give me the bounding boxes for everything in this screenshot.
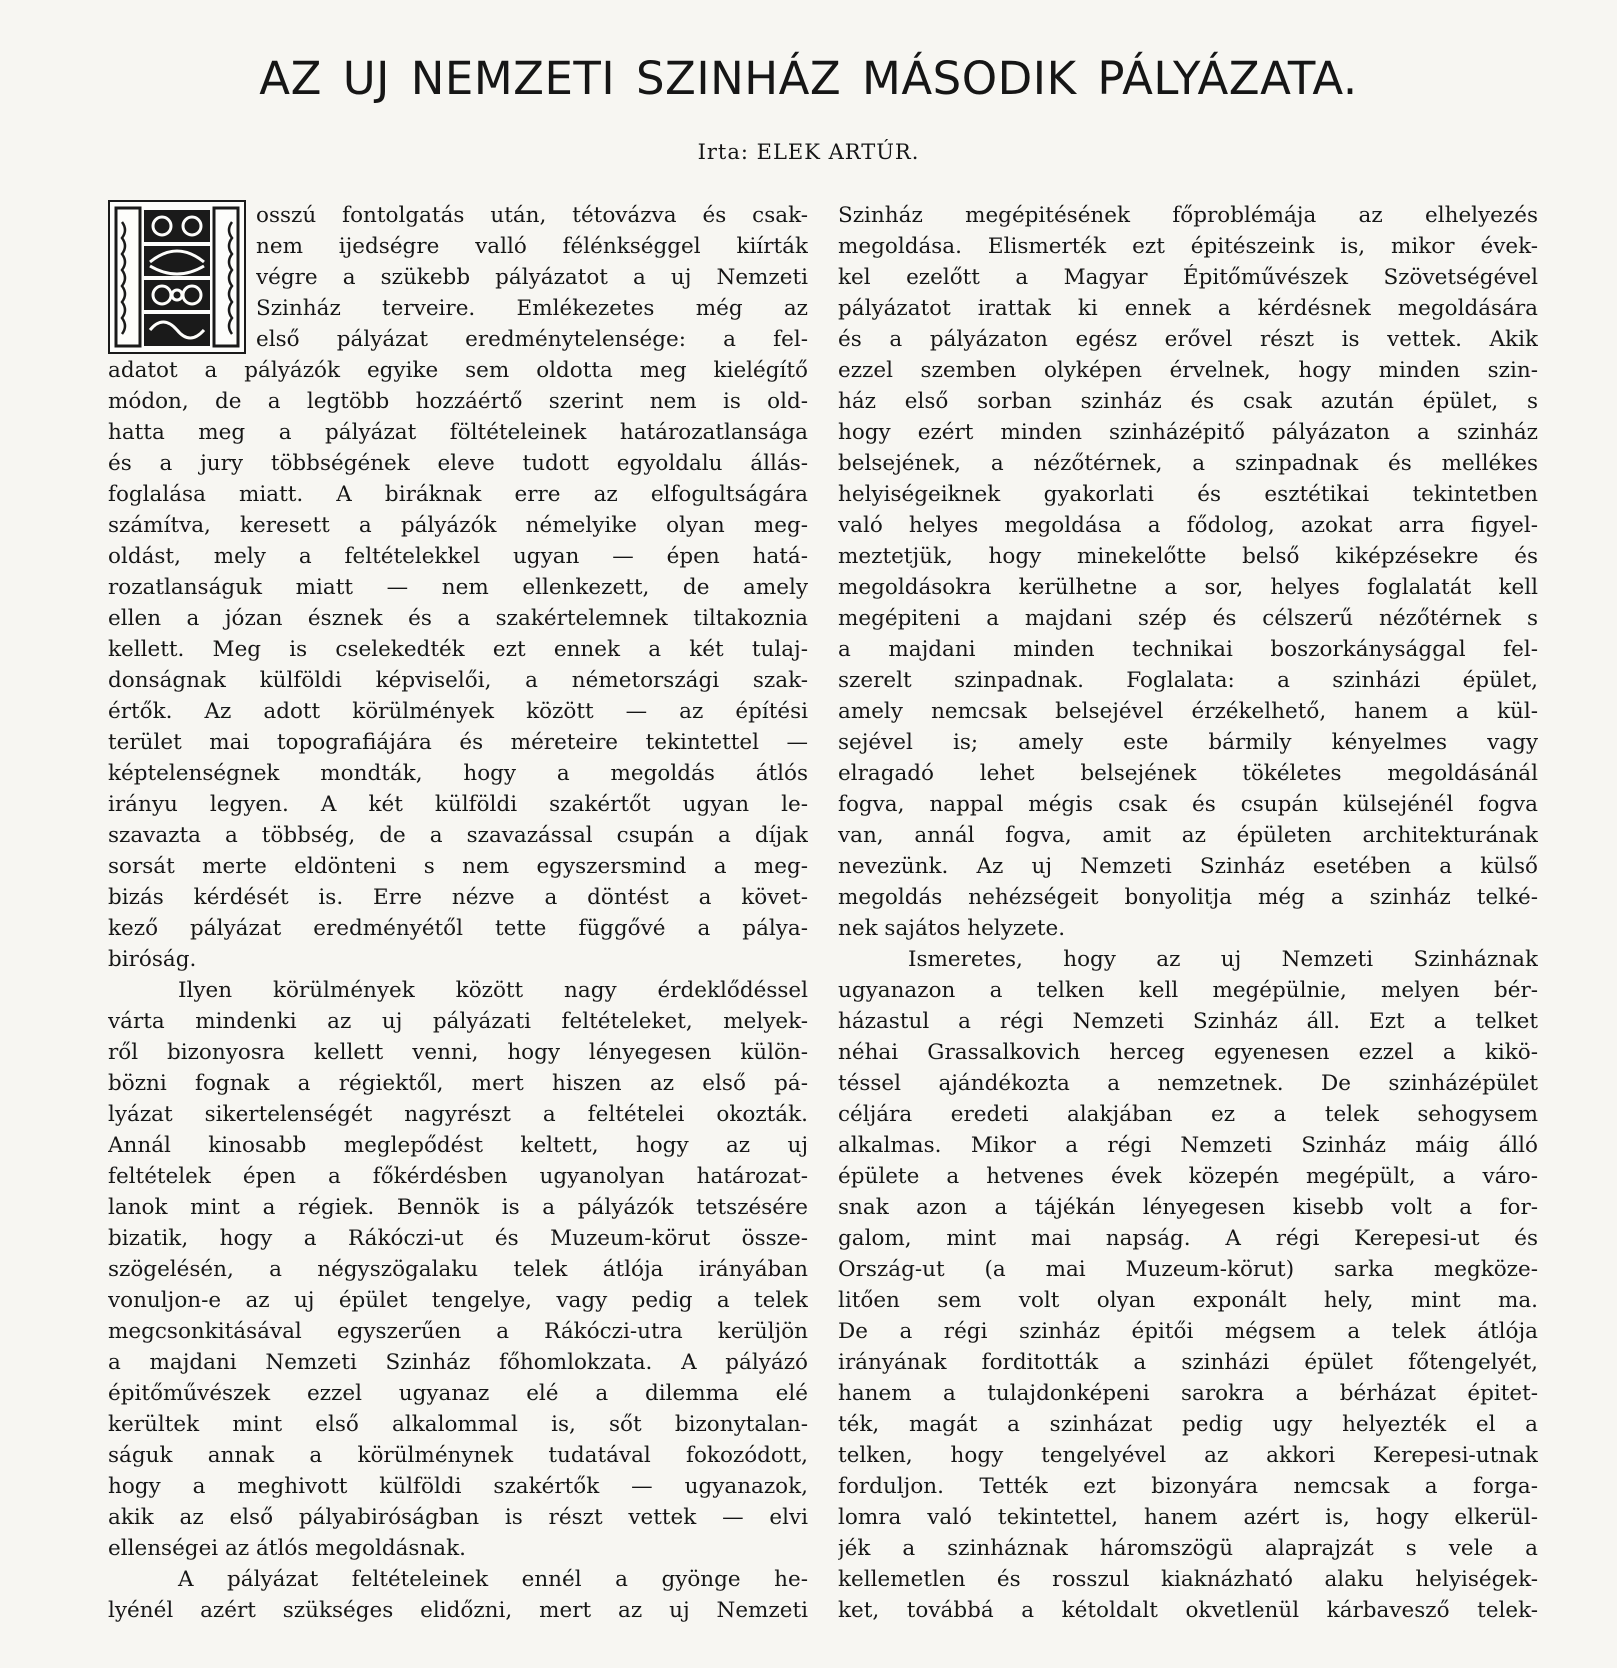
text-line: lanok mint a régiek. Bennök is a pályázók tetszésére [108,1195,808,1220]
text-line: várta mindenki az uj pályázati feltételeket, melyek- [108,1009,808,1034]
text-line: snak azon a tájékán lényegesen kisebb volt a for- [838,1195,1538,1220]
text-line: és a pályázaton egész erővel részt is vettek. Akik [838,327,1538,352]
text-line: Ismeretes, hogy az uj Nemzeti Szinháznak [908,947,1538,972]
text-line: sorsát merte eldönteni s nem egyszersmind a meg- [108,854,808,879]
text-line: szavazta a többség, de a szavazással csupán a díjak [108,823,808,848]
text-line: hogy ezért minden szinházépitő pályázaton a szinház [838,420,1538,445]
article-byline: Irta: ELEK ARTÚR. [697,140,920,164]
text-line: megoldása. Elismerték ezt épitészeink is, mikor évek- [838,234,1538,259]
text-line: ellen a józan észnek és a szakértelemnek tiltakoznia [108,606,808,631]
text-line: nevezünk. Az uj Nemzeti Szinház esetében a külső [838,854,1538,879]
text-line: rozatlanságuk miatt — nem ellenkezett, de amely [108,575,808,600]
text-line: elragadó lehet belsejének tökéletes megoldásánál [838,761,1538,786]
text-line: néhai Grassalkovich herceg egyenesen ezzel a kikö- [838,1040,1538,1065]
text-line: ugyanazon a telken kell megépülnie, melyen bér- [838,978,1538,1003]
text-line: A pályázat feltételeinek ennél a gyönge he- [178,1567,808,1592]
text-line: sejével is; amely este bármily kényelmes vagy [838,730,1538,755]
text-line: kellemetlen és rosszul kiaknázható alaku helyiségek- [838,1567,1538,1592]
text-line: forduljon. Tették ezt bizonyára nemcsak a forga- [838,1474,1538,1499]
text-line: terület mai topografiájára és méreteire tekintettel — [108,730,808,755]
text-line: oldást, mely a feltételekkel ugyan — épen hatá- [108,544,808,569]
text-line: céljára eredeti alakjában ez a telek sehogysem [838,1102,1538,1127]
text-line: megépiteni a majdani szép és célszerű nézőtérnek s [838,606,1538,631]
text-line: Annál kinosabb meglepődést keltett, hogy az uj [108,1133,808,1158]
text-line: kező pályázat eredményétől tette függővé a pálya- [108,916,808,941]
text-line: ről bizonyosra kellett venni, hogy lényegesen külön- [108,1040,808,1065]
text-line: fogva, nappal mégis csak és csupán külsejénél fogva [838,792,1538,817]
text-line: nem ijedségre valló félénkséggel kiírták [256,234,808,259]
text-line: épülete a hetvenes évek közepén megépült, a váro- [838,1164,1538,1189]
text-line: ház első sorban szinház és csak azután épület, s [838,389,1538,414]
text-line: bözni fognak a régiektől, mert hiszen az első pá- [108,1071,808,1096]
text-line: kerültek mint első alkalommal is, sőt bizonytalan- [108,1412,808,1437]
text-line: telken, hogy tengelyével az akkori Kerepesi-utnak [838,1443,1538,1468]
text-line: belsejének, a nézőtérnek, a szinpadnak és mellékes [838,451,1538,476]
text-line: Szinház megépitésének főproblémája az elhelyezés [838,203,1538,228]
text-line: biróság. [108,947,197,972]
text-line: jék a szinháznak háromszögü alaprajzát s vele a [838,1536,1538,1561]
text-line: irányu legyen. A két külföldi szakértőt ugyan le- [108,792,808,817]
ornamental-initial-h-icon [108,200,246,354]
text-line: megcsonkitásával egyszerűen a Rákóczi-utra kerüljön [108,1319,808,1344]
text-line: ságuk annak a körülménynek tudatával fokozódott, [108,1443,808,1468]
text-line: bizás kérdését is. Erre nézve a döntést a követ- [108,885,808,910]
text-line: szögelésén, a négyszögalaku telek átlója irányában [108,1257,808,1282]
text-line: és a jury többségének eleve tudott egyoldalu állás- [108,451,808,476]
text-line: Ország-ut (a mai Muzeum-körut) sarka megköze- [838,1257,1538,1282]
text-line: van, annál fogva, amit az épületen architekturának [838,823,1538,848]
text-line: kellett. Meg is cselekedték ezt ennek a két tulaj- [108,637,808,662]
text-line: megoldásokra kerülhetne a sor, helyes foglalatát kell [838,575,1538,600]
text-line: a majdani minden technikai boszorkánysággal fel- [838,637,1538,662]
text-line: alkalmas. Mikor a régi Nemzeti Szinház máig álló [838,1133,1538,1158]
text-line: téssel ajándékozta a nemzetnek. De szinházépület [838,1071,1538,1096]
text-line: kel ezelőtt a Magyar Épitőművészek Szövetségével [838,265,1538,290]
text-line: De a régi szinház épitői mégsem a telek átlója [838,1319,1538,1344]
right-column [838,200,1538,1626]
text-line: osszú fontolgatás után, tétovázva és csak- [256,203,808,228]
text-line: Szinház terveire. Emlékezetes még az [256,296,808,321]
text-line: litően sem volt olyan exponált hely, mint ma. [838,1288,1538,1313]
text-line: első pályázat eredménytelensége: a fel- [256,327,808,352]
text-line: meztetjük, hogy minekelőtte belső kiképzésekre és [838,544,1538,569]
text-line: számítva, keresett a pályázók némelyike olyan meg- [108,513,808,538]
text-line: pályázatot irattak ki ennek a kérdésnek megoldására [838,296,1538,321]
text-line: képtelenségnek mondták, hogy a megoldás átlós [108,761,808,786]
text-line: galom, mint mai napság. A régi Kerepesi-ut és [838,1226,1538,1251]
text-line: szerelt szinpadnak. Foglalata: a szinházi épület, [838,668,1538,693]
text-line: amely nemcsak belsejével érzékelhető, hanem a kül- [838,699,1538,724]
text-line: hatta meg a pályázat föltételeinek határozatlansága [108,420,808,445]
text-line: lyázat sikertelenségét nagyrészt a feltételei okozták. [108,1102,808,1127]
text-line: Ilyen körülmények között nagy érdeklődéssel [178,978,808,1003]
text-line: ték, magát a szinházat pedig ugy helyezték el a [838,1412,1538,1437]
text-line: hanem a tulajdonképeni sarokra a bérházat épitet- [838,1381,1538,1406]
text-line: hogy a meghivott külföldi szakértők — ugyanazok, [108,1474,808,1499]
text-line: helyiségeiknek gyakorlati és esztétikai tekintetben [838,482,1538,507]
text-line: házastul a régi Nemzeti Szinház áll. Ezt a telket [838,1009,1538,1034]
text-line: adatot a pályázók egyike sem oldotta meg kielégítő [108,358,808,383]
text-line: való helyes megoldása a fődolog, azokat arra figyel- [838,513,1538,538]
text-line: foglalása miatt. A biráknak erre az elfogultságára [108,482,808,507]
left-column [108,200,808,1626]
text-line: akik az első pályabiróságban is részt vettek — elvi [108,1505,808,1530]
text-line: módon, de a legtöbb hozzáértő szerint nem is old- [108,389,808,414]
text-line: ellenségei az átlós megoldásnak. [108,1536,466,1561]
text-line: irányának forditották a szinházi épület főtengelyét, [838,1350,1538,1375]
text-line: lyénél azért szükséges elidőzni, mert az uj Nemzeti [108,1598,808,1623]
text-line: vonuljon-e az uj épület tengelye, vagy pedig a telek [108,1288,808,1313]
article-title: AZ UJ NEMZETI SZINHÁZ MÁSODIK PÁLYÁZATA. [259,52,1358,105]
text-line: bizatik, hogy a Rákóczi-ut és Muzeum-körut össze- [108,1226,808,1251]
text-line: ezzel szemben olyképen érvelnek, hogy minden szin- [838,358,1538,383]
text-line: végre a szükebb pályázatot a uj Nemzeti [256,265,808,290]
text-line: feltételek épen a főkérdésben ugyanolyan határozat- [108,1164,808,1189]
text-line: ket, továbbá a kétoldalt okvetlenül kárbavesző telek- [838,1598,1538,1623]
text-line: donságnak külföldi képviselői, a németországi szak- [108,668,808,693]
text-line: megoldás nehézségeit bonyolitja még a szinház telké- [838,885,1538,910]
text-line: értők. Az adott körülmények között — az építési [108,699,808,724]
text-line: a majdani Nemzeti Szinház főhomlokzata. A pályázó [108,1350,808,1375]
text-line: nek sajátos helyzete. [838,916,1066,941]
text-line: épitőművészek ezzel ugyanaz elé a dilemma elé [108,1381,808,1406]
text-line: lomra való tekintettel, hanem azért is, hogy elkerül- [838,1505,1538,1530]
